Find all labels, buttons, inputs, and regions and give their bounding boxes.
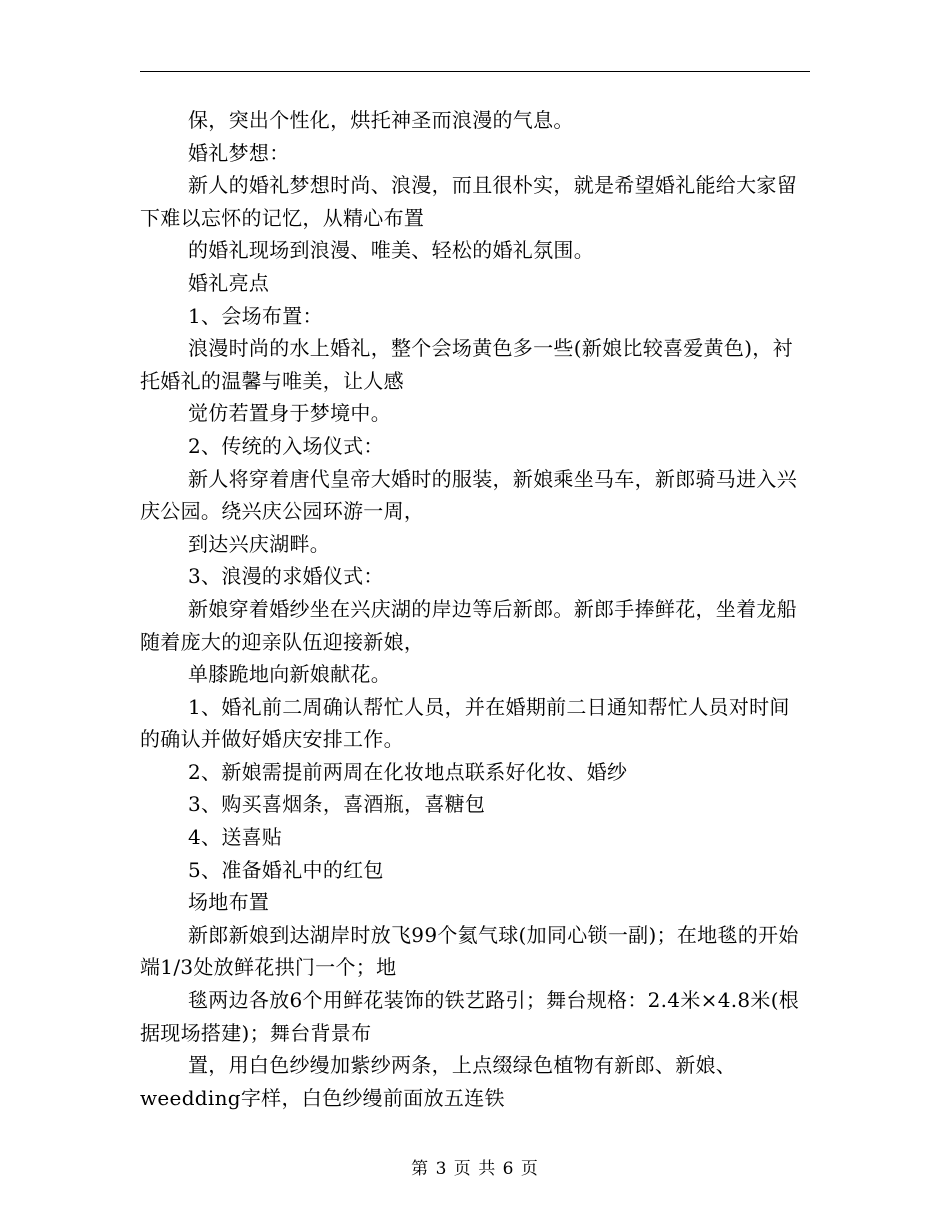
paragraph: 的婚礼现场到浪漫、唯美、轻松的婚礼氛围。 (188, 238, 594, 263)
paragraph: 单膝跪地向新娘献花。 (188, 662, 391, 687)
paragraph: 保，突出个性化，烘托神圣而浪漫的气息。 (188, 108, 574, 132)
section-heading: 婚礼梦想： (188, 140, 290, 165)
page-footer (0, 1154, 950, 1179)
list-item: 1、婚礼前二周确认帮忙人员，并在婚期前二日通知帮忙人员对时间的确认并做好婚庆安排工作。 (140, 694, 790, 752)
list-item: 4、送喜贴 (188, 825, 283, 850)
document-body (140, 104, 810, 1114)
total-pages-number: 6 (502, 1159, 515, 1179)
paragraph: 置，用白色纱缦加紫纱两条，上点缀绿色植物有新郎、新娘、weedding字样，白色纱缦前面放五连铁 (140, 1053, 737, 1110)
paragraph: 新娘穿着婚纱坐在兴庆湖的岸边等后新郎。新郎手捧鲜花，坐着龙船随着庞大的迎亲队伍迎接新娘， (140, 596, 797, 654)
header-rule (140, 71, 810, 72)
list-item: 2、新娘需提前两周在化妆地点联系好化妆、婚纱 (188, 759, 628, 784)
list-item: 5、准备婚礼中的红包 (188, 857, 384, 882)
list-item: 3、浪漫的求婚仪式： (188, 564, 384, 589)
list-item: 3、购买喜烟条，喜酒瓶，喜糖包 (188, 792, 486, 817)
footer-suffix: 页 (520, 1159, 539, 1179)
current-page-number: 3 (435, 1159, 448, 1179)
paragraph: 新郎新娘到达湖岸时放飞99个氦气球(加同心锁一副)；在地毯的开始端1/3处放鲜花拱门一个；地 (140, 922, 799, 980)
list-item: 2、传统的入场仪式： (188, 433, 384, 458)
paragraph: 浪漫时尚的水上婚礼，整个会场黄色多一些(新娘比较喜爱黄色)，衬托婚礼的温馨与唯美，让人感 (140, 336, 793, 393)
list-item: 1、会场布置： (188, 303, 323, 328)
paragraph: 觉仿若置身于梦境中。 (188, 401, 391, 426)
footer-middle: 页 共 (453, 1159, 497, 1179)
paragraph: 毯两边各放6个用鲜花装饰的铁艺路引；舞台规格：2.4米×4.8米(根据现场搭建)；舞台背景布 (140, 988, 800, 1045)
paragraph: 新人将穿着唐代皇帝大婚时的服装，新娘乘坐马车，新郎骑马进入兴庆公园。绕兴庆公园环游一周， (140, 466, 797, 524)
paragraph: 到达兴庆湖畔。 (188, 531, 331, 556)
paragraph: 新人的婚礼梦想时尚、浪漫，而且很朴实，就是希望婚礼能给大家留下难以忘怀的记忆，从精心布置 (140, 173, 797, 230)
section-heading: 婚礼亮点 (188, 270, 270, 295)
section-heading: 场地布置 (188, 890, 270, 915)
footer-prefix: 第 (411, 1159, 430, 1179)
